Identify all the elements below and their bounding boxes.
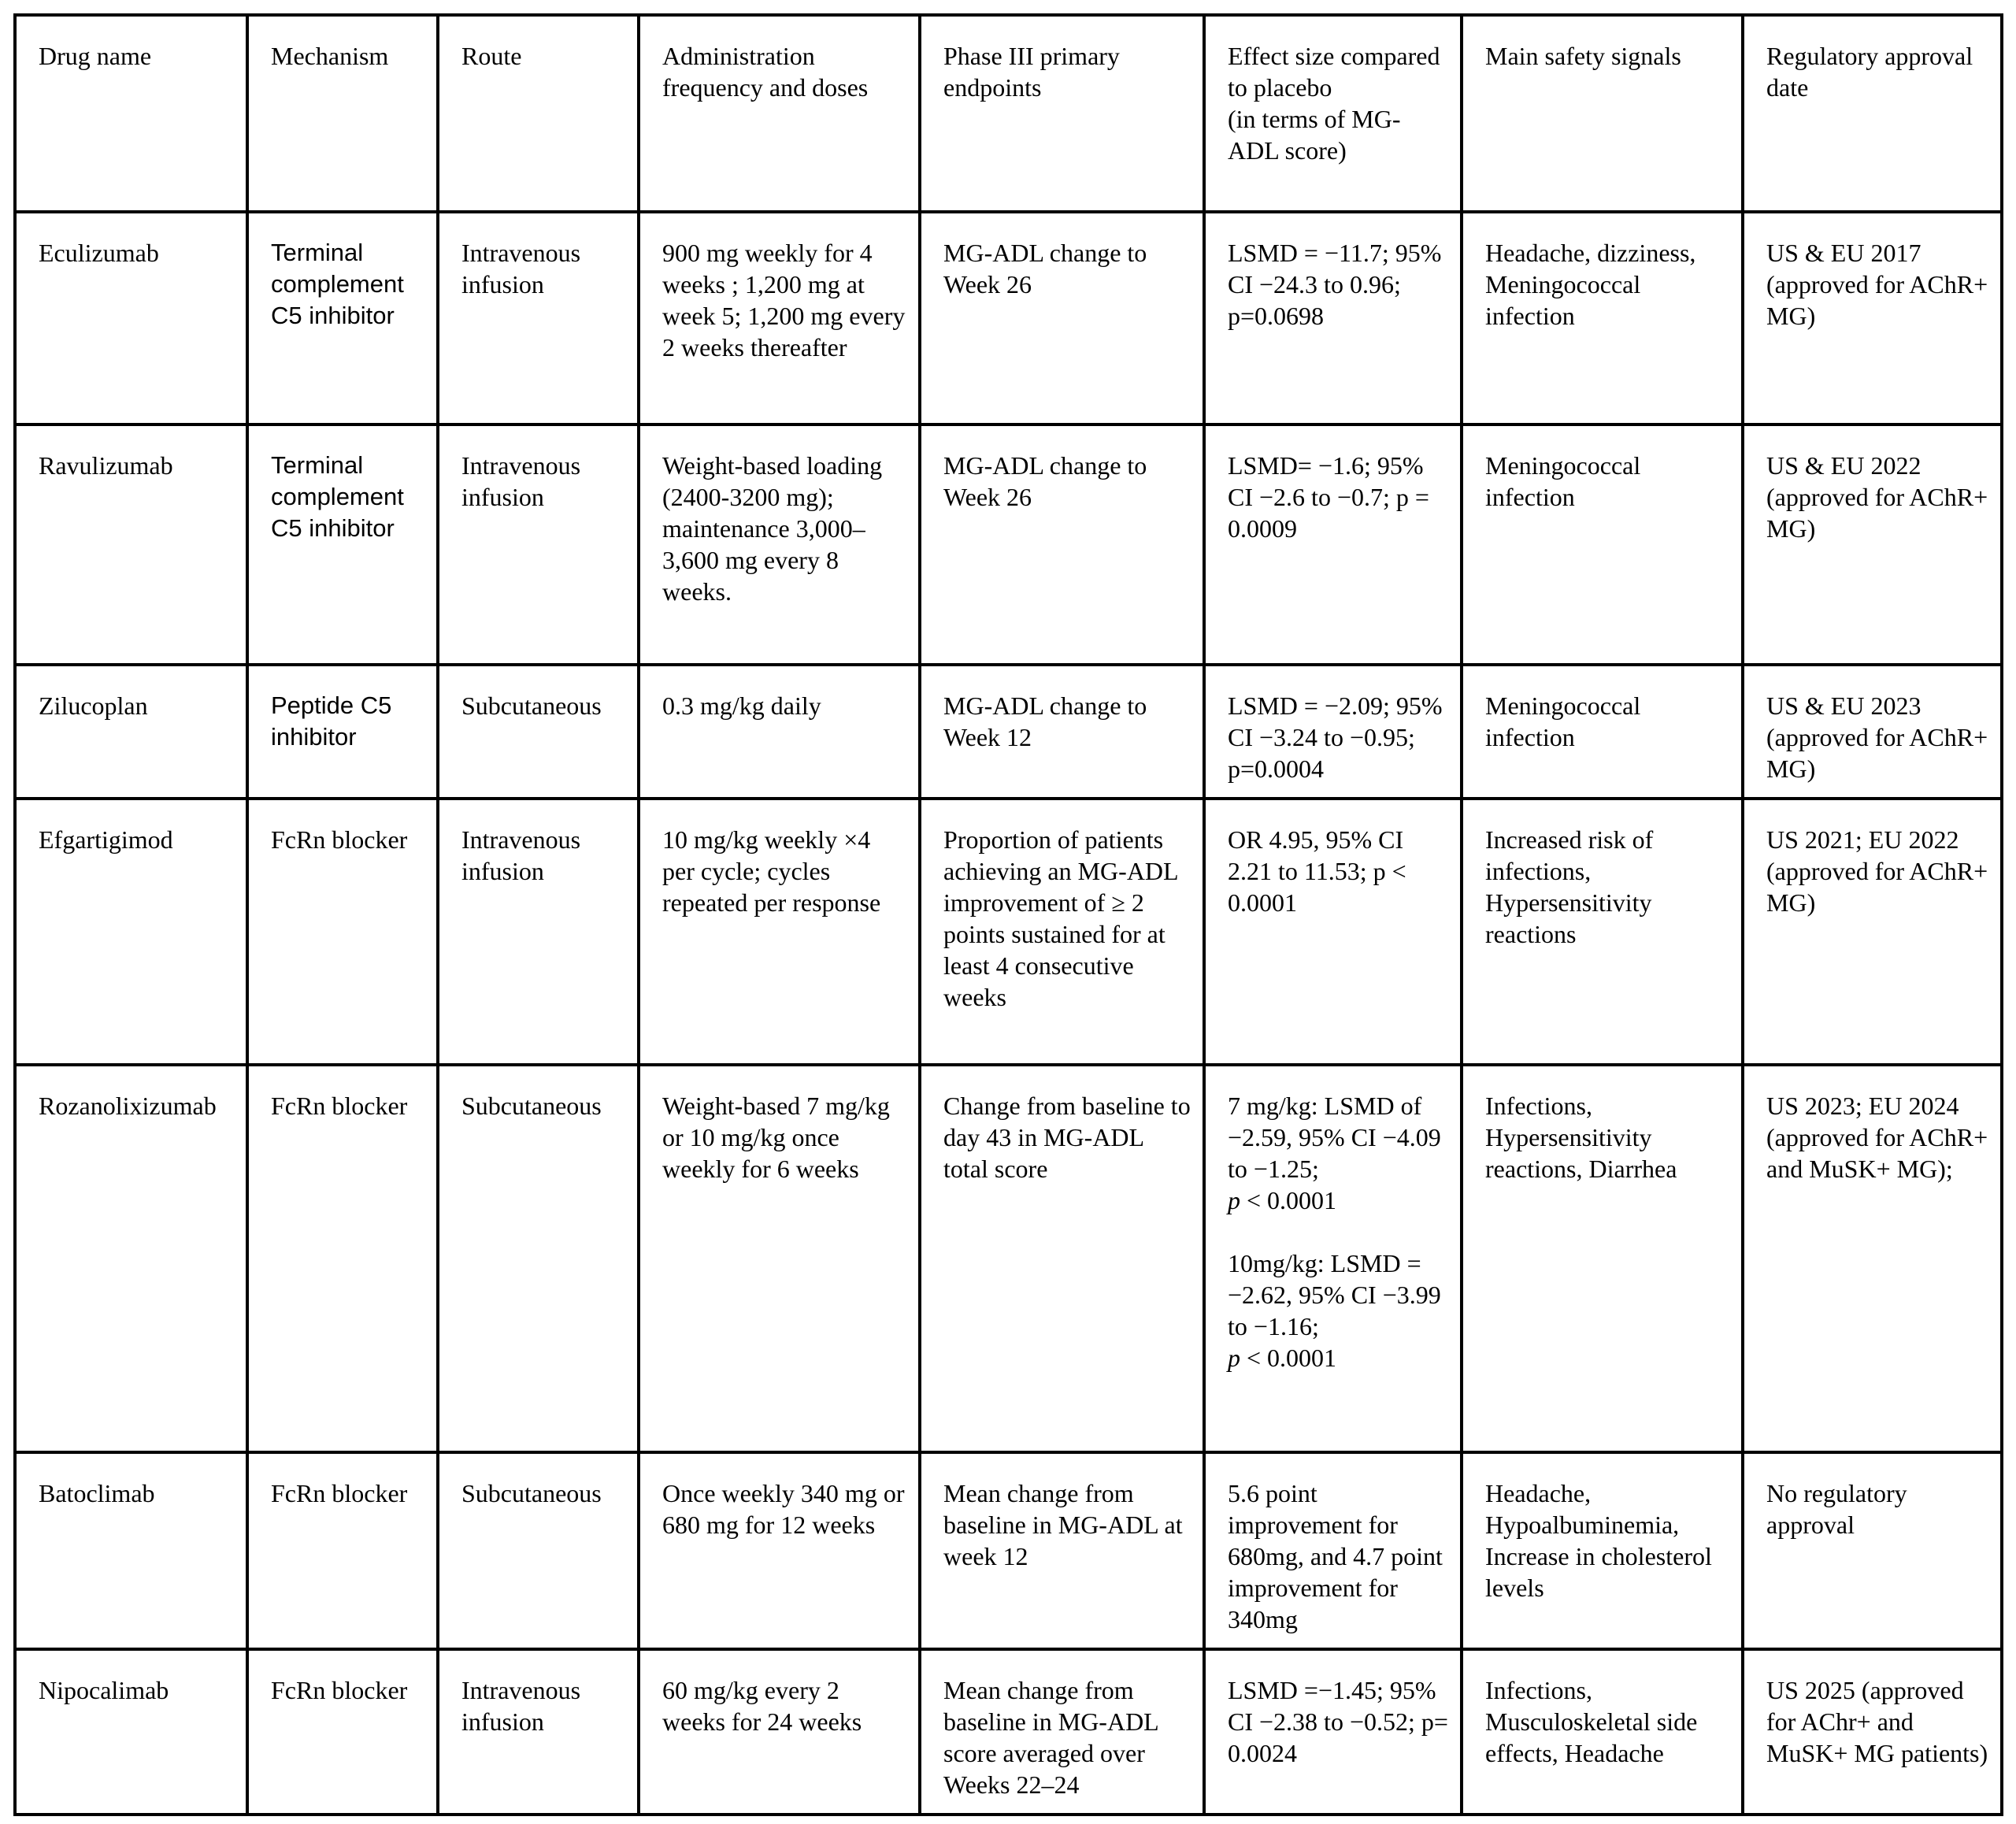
table-row	[15, 212, 2002, 424]
cell-safety: Headache, dizziness, Meningococcal infection	[1462, 212, 1743, 424]
cell-mechanism: FcRn blocker	[247, 1452, 438, 1649]
header-cell-route: Route	[438, 15, 639, 212]
cell-dosing: Weight-based 7 mg/kg or 10 mg/kg once weekly for 6 weeks	[639, 1065, 920, 1452]
effect-7mg-text: 7 mg/kg: LSMD of −2.59, 95% CI −4.09 to −1.25;	[1228, 1092, 1441, 1183]
header-cell-drug-name: Drug name	[15, 15, 247, 212]
header-cell-administration: Administration frequency and doses	[639, 15, 920, 212]
header-cell-safety: Main safety signals	[1462, 15, 1743, 212]
cell-dosing: 10 mg/kg weekly ×4 per cycle; cycles repeated per response	[639, 799, 920, 1065]
cell-route: Intravenous infusion	[438, 799, 639, 1065]
cell-approval: US & EU 2022 (approved for AChR+ MG)	[1743, 424, 2002, 665]
table-header-row	[15, 15, 2002, 212]
cell-dosing: 900 mg weekly for 4 weeks ; 1,200 mg at week 5; 1,200 mg every 2 weeks thereafter	[639, 212, 920, 424]
cell-endpoint: Mean change from baseline in MG-ADL score averaged over Weeks 22–24	[920, 1649, 1204, 1815]
cell-dosing: 60 mg/kg every 2 weeks for 24 weeks	[639, 1649, 920, 1815]
table-row	[15, 665, 2002, 799]
cell-mechanism: FcRn blocker	[247, 799, 438, 1065]
p-value: < 0.0001	[1240, 1344, 1337, 1372]
cell-drug-name: Zilucoplan	[15, 665, 247, 799]
cell-safety: Increased risk of infections, Hypersensitivity reactions	[1462, 799, 1743, 1065]
cell-route: Subcutaneous	[438, 1065, 639, 1452]
header-cell-endpoints: Phase III primary endpoints	[920, 15, 1204, 212]
cell-effect: LSMD= −1.6; 95% CI −2.6 to −0.7; p = 0.0009	[1204, 424, 1462, 665]
cell-approval: No regulatory approval	[1743, 1452, 2002, 1649]
table-row	[15, 1452, 2002, 1649]
cell-drug-name: Batoclimab	[15, 1452, 247, 1649]
cell-dosing: Weight-based loading (2400-3200 mg); maintenance 3,000–3,600 mg every 8 weeks.	[639, 424, 920, 665]
table-row	[15, 424, 2002, 665]
p-symbol: p	[1228, 1344, 1240, 1372]
cell-safety: Headache, Hypoalbuminemia, Increase in cholesterol levels	[1462, 1452, 1743, 1649]
cell-route: Subcutaneous	[438, 665, 639, 799]
cell-safety: Meningococcal infection	[1462, 424, 1743, 665]
cell-endpoint: MG-ADL change to Week 12	[920, 665, 1204, 799]
cell-effect: LSMD = −2.09; 95% CI −3.24 to −0.95; p=0.0004	[1204, 665, 1462, 799]
effect-10mg-pvalue	[1228, 1342, 1449, 1374]
cell-endpoint: MG-ADL change to Week 26	[920, 212, 1204, 424]
cell-drug-name: Ravulizumab	[15, 424, 247, 665]
header-cell-effect-size: Effect size compared to placebo (in terms of MG-ADL score)	[1204, 15, 1462, 212]
cell-approval: US 2021; EU 2022 (approved for AChR+ MG)	[1743, 799, 2002, 1065]
effect-7mg-pvalue	[1228, 1184, 1449, 1216]
header-cell-mechanism: Mechanism	[247, 15, 438, 212]
cell-mechanism: Terminal complement C5 inhibitor	[247, 212, 438, 424]
cell-effect: LSMD =−1.45; 95% CI −2.38 to −0.52; p= 0.0024	[1204, 1649, 1462, 1815]
cell-safety: Infections, Hypersensitivity reactions, Diarrhea	[1462, 1065, 1743, 1452]
cell-dosing: Once weekly 340 mg or 680 mg for 12 weeks	[639, 1452, 920, 1649]
table-row	[15, 799, 2002, 1065]
cell-safety: Infections, Musculoskeletal side effects, Headache	[1462, 1649, 1743, 1815]
cell-dosing: 0.3 mg/kg daily	[639, 665, 920, 799]
cell-mechanism: FcRn blocker	[247, 1649, 438, 1815]
cell-mechanism: FcRn blocker	[247, 1065, 438, 1452]
cell-drug-name: Eculizumab	[15, 212, 247, 424]
cell-route: Intravenous infusion	[438, 212, 639, 424]
cell-effect	[1204, 1065, 1462, 1452]
effect-10mg-text: 10mg/kg: LSMD = −2.62, 95% CI −3.99 to −1.16;	[1228, 1249, 1441, 1340]
cell-endpoint: MG-ADL change to Week 26	[920, 424, 1204, 665]
cell-endpoint: Change from baseline to day 43 in MG-ADL total score	[920, 1065, 1204, 1452]
cell-effect: LSMD = −11.7; 95% CI −24.3 to 0.96; p=0.0698	[1204, 212, 1462, 424]
p-symbol: p	[1228, 1186, 1240, 1214]
cell-mechanism: Terminal complement C5 inhibitor	[247, 424, 438, 665]
p-value: < 0.0001	[1240, 1186, 1337, 1214]
cell-drug-name: Rozanolixizumab	[15, 1065, 247, 1452]
header-cell-approval: Regulatory approval date	[1743, 15, 2002, 212]
paragraph-gap	[1228, 1216, 1449, 1248]
cell-approval: US & EU 2017 (approved for AChR+ MG)	[1743, 212, 2002, 424]
cell-mechanism: Peptide C5 inhibitor	[247, 665, 438, 799]
cell-approval: US & EU 2023 (approved for AChR+ MG)	[1743, 665, 2002, 799]
cell-drug-name: Nipocalimab	[15, 1649, 247, 1815]
cell-endpoint: Proportion of patients achieving an MG-ADL improvement of ≥ 2 points sustained for at least 4 consecutive weeks	[920, 799, 1204, 1065]
cell-endpoint: Mean change from baseline in MG-ADL at week 12	[920, 1452, 1204, 1649]
cell-route: Intravenous infusion	[438, 1649, 639, 1815]
cell-approval: US 2025 (approved for AChr+ and MuSK+ MG patients)	[1743, 1649, 2002, 1815]
table-row	[15, 1065, 2002, 1452]
table-row	[15, 1649, 2002, 1815]
cell-route: Intravenous infusion	[438, 424, 639, 665]
cell-effect: 5.6 point improvement for 680mg, and 4.7 point improvement for 340mg	[1204, 1452, 1462, 1649]
cell-effect: OR 4.95, 95% CI 2.21 to 11.53; p < 0.0001	[1204, 799, 1462, 1065]
cell-drug-name: Efgartigimod	[15, 799, 247, 1065]
cell-route: Subcutaneous	[438, 1452, 639, 1649]
drug-comparison-table	[13, 13, 2003, 1816]
cell-safety: Meningococcal infection	[1462, 665, 1743, 799]
cell-approval: US 2023; EU 2024 (approved for AChR+ and MuSK+ MG);	[1743, 1065, 2002, 1452]
